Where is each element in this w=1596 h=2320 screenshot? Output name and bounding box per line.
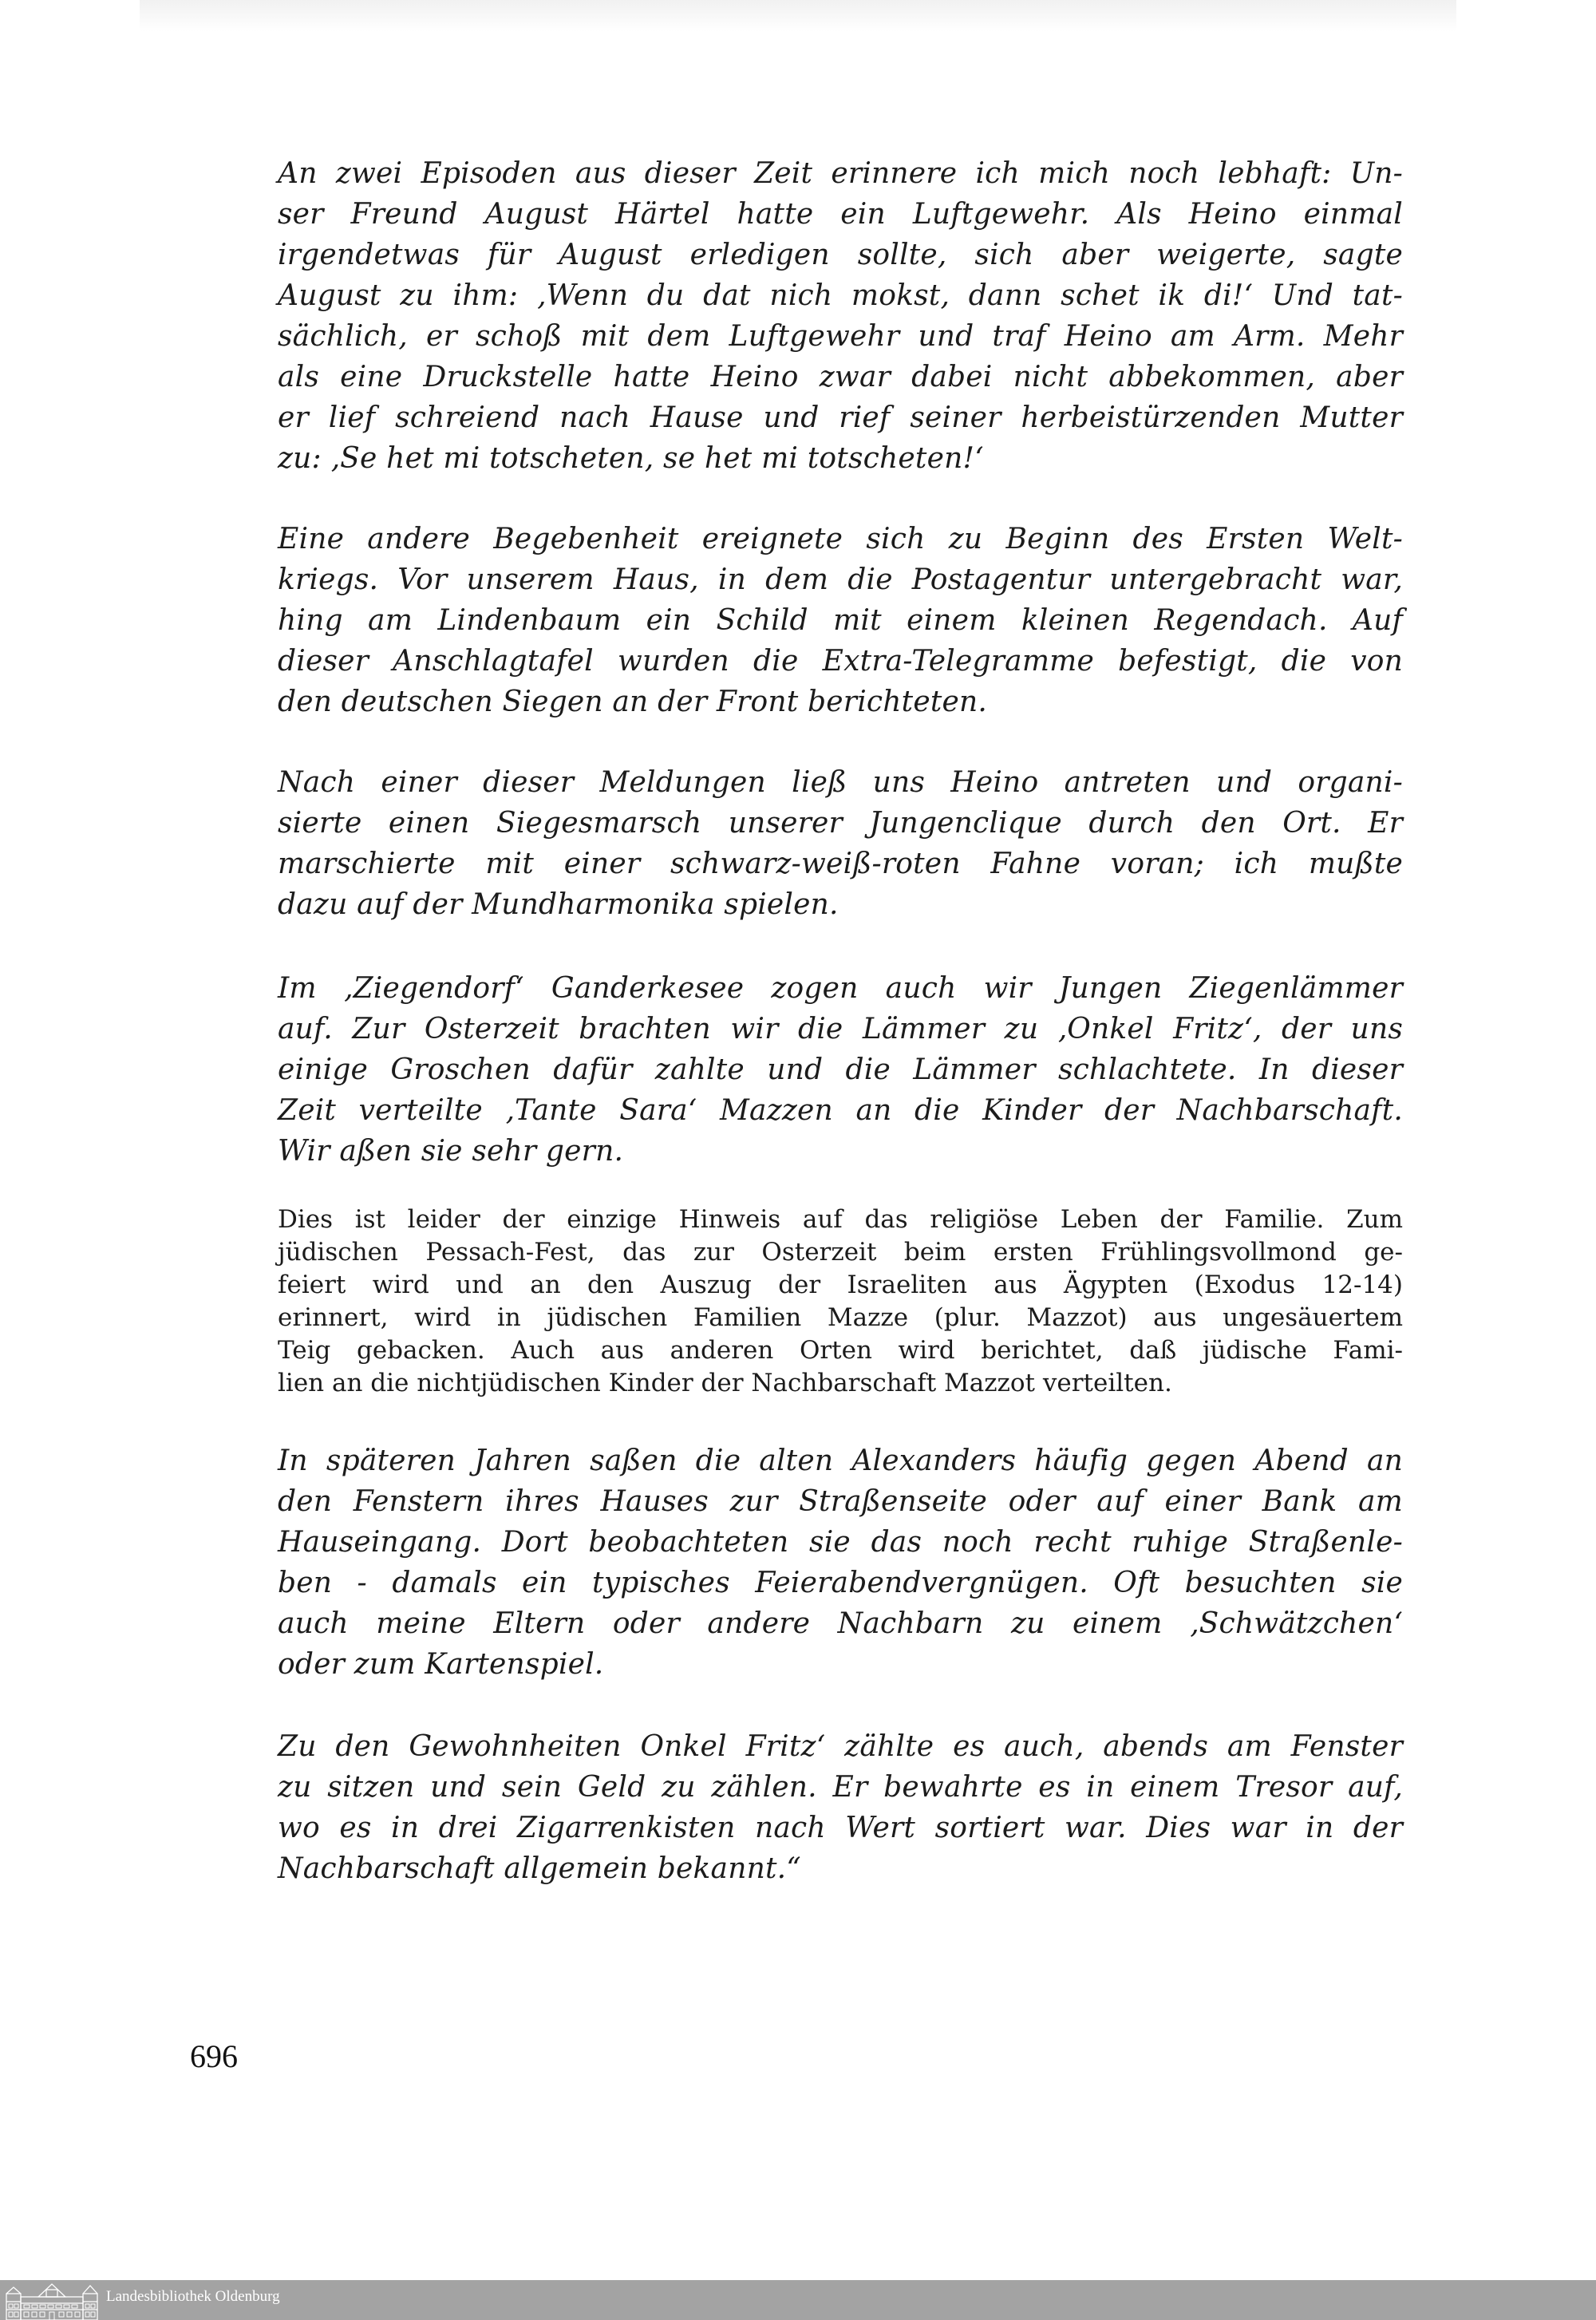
text-line: auf. Zur Osterzeit brachten wir die Lämmer zu ‚Onkel Fritz‘, der uns: [278, 1013, 1403, 1045]
text-line: oder zum Kartenspiel.: [278, 1648, 604, 1681]
text-line: zu: ‚Se het mi totscheten, se het mi totscheten!‘: [278, 442, 984, 475]
text-line: Zeit verteilte ‚Tante Sara‘ Mazzen an die Kinder der Nachbarschaft.: [278, 1094, 1403, 1127]
text-line: sierte einen Siegesmarsch unserer Jungenclique durch den Ort. Er: [278, 807, 1403, 840]
paragraph-3: [278, 762, 1403, 925]
paragraph-7: [278, 1726, 1403, 1889]
text-line: ser Freund August Härtel hatte ein Luftgewehr. Als Heino einmal: [278, 198, 1403, 231]
paragraph-4: [278, 968, 1403, 1172]
text-line: Dies ist leider der einzige Hinweis auf das religiöse Leben der Familie. Zum: [278, 1205, 1403, 1234]
text-line: lien an die nichtjüdischen Kinder der Nachbarschaft Mazzot verteilten.: [278, 1369, 1172, 1397]
text-line: Eine andere Begebenheit ereignete sich zu Beginn des Ersten Welt-: [278, 523, 1403, 555]
text-line: feiert wird und an den Auszug der Israeliten aus Ägypten (Exodus 12-14): [278, 1271, 1403, 1299]
page-number: 696: [190, 2038, 238, 2074]
commentary-paragraph: [278, 1203, 1403, 1400]
text-line: wo es in drei Zigarrenkisten nach Wert sortiert war. Dies war in der: [278, 1812, 1403, 1844]
text-line: sächlich, er schoß mit dem Luftgewehr und traf Heino am Arm. Mehr: [278, 320, 1403, 353]
text-line: marschierte mit einer schwarz-weiß-roten Fahne voran; ich mußte: [278, 848, 1403, 880]
scan-top-shading: [140, 0, 1456, 32]
text-line: An zwei Episoden aus dieser Zeit erinnere ich mich noch lebhaft: Un-: [278, 157, 1403, 190]
paragraph-1: [278, 153, 1403, 479]
text-line: Im ‚Ziegendorf‘ Ganderkesee zogen auch wir Jungen Ziegenlämmer: [278, 972, 1403, 1005]
text-line: Zu den Gewohnheiten Onkel Fritz‘ zählte es auch, abends am Fenster: [278, 1730, 1403, 1763]
text-line: zu sitzen und sein Geld zu zählen. Er bewahrte es in einem Tresor auf,: [278, 1771, 1403, 1804]
text-line: ben - damals ein typisches Feierabendvergnügen. Oft besuchten sie: [278, 1567, 1403, 1599]
text-line: Nachbarschaft allgemein bekannt.“: [278, 1852, 801, 1885]
text-line: Hauseingang. Dort beobachteten sie das noch recht ruhige Straßenle-: [278, 1526, 1403, 1559]
text-line: In späteren Jahren saßen die alten Alexanders häufig gegen Abend an: [278, 1445, 1403, 1477]
text-line: dazu auf der Mundharmonika spielen.: [278, 888, 839, 921]
text-line: August zu ihm: ‚Wenn du dat nich mokst, dann schet ik di!‘ Und tat-: [278, 279, 1403, 312]
paragraph-2: [278, 519, 1403, 722]
text-line: den deutschen Siegen an der Front berichteten.: [278, 686, 988, 718]
text-line: irgendetwas für August erledigen sollte, sich aber weigerte, sagte: [278, 239, 1403, 271]
library-name: Landesbibliothek Oldenburg: [106, 2288, 280, 2305]
text-line: jüdischen Pessach-Fest, das zur Osterzeit beim ersten Frühlingsvollmond ge-: [278, 1238, 1403, 1267]
text-line: Nach einer dieser Meldungen ließ uns Heino antreten und organi-: [278, 766, 1403, 799]
paragraph-6: [278, 1441, 1403, 1685]
text-line: auch meine Eltern oder andere Nachbarn zu einem ‚Schwätzchen‘: [278, 1607, 1403, 1640]
library-footer-bar: [0, 2280, 1596, 2320]
text-line: kriegs. Vor unserem Haus, in dem die Postagentur untergebracht war,: [278, 563, 1403, 596]
text-line: als eine Druckstelle hatte Heino zwar dabei nicht abbekommen, aber: [278, 361, 1403, 393]
text-line: erinnert, wird in jüdischen Familien Mazze (plur. Mazzot) aus ungesäuertem: [278, 1303, 1403, 1332]
text-line: Wir aßen sie sehr gern.: [278, 1135, 624, 1168]
text-line: einige Groschen dafür zahlte und die Lämmer schlachtete. In dieser: [278, 1053, 1403, 1086]
text-line: dieser Anschlagtafel wurden die Extra-Telegramme befestigt, die von: [278, 645, 1403, 678]
text-line: er lief schreiend nach Hause und rief seiner herbeistürzenden Mutter: [278, 401, 1403, 434]
text-line: den Fenstern ihres Hauses zur Straßenseite oder auf einer Bank am: [278, 1485, 1403, 1518]
text-line: Teig gebacken. Auch aus anderen Orten wird berichtet, daß jüdische Fami-: [278, 1336, 1403, 1365]
library-building-icon: [5, 2282, 99, 2320]
text-line: hing am Lindenbaum ein Schild mit einem kleinen Regendach. Auf: [278, 604, 1403, 637]
